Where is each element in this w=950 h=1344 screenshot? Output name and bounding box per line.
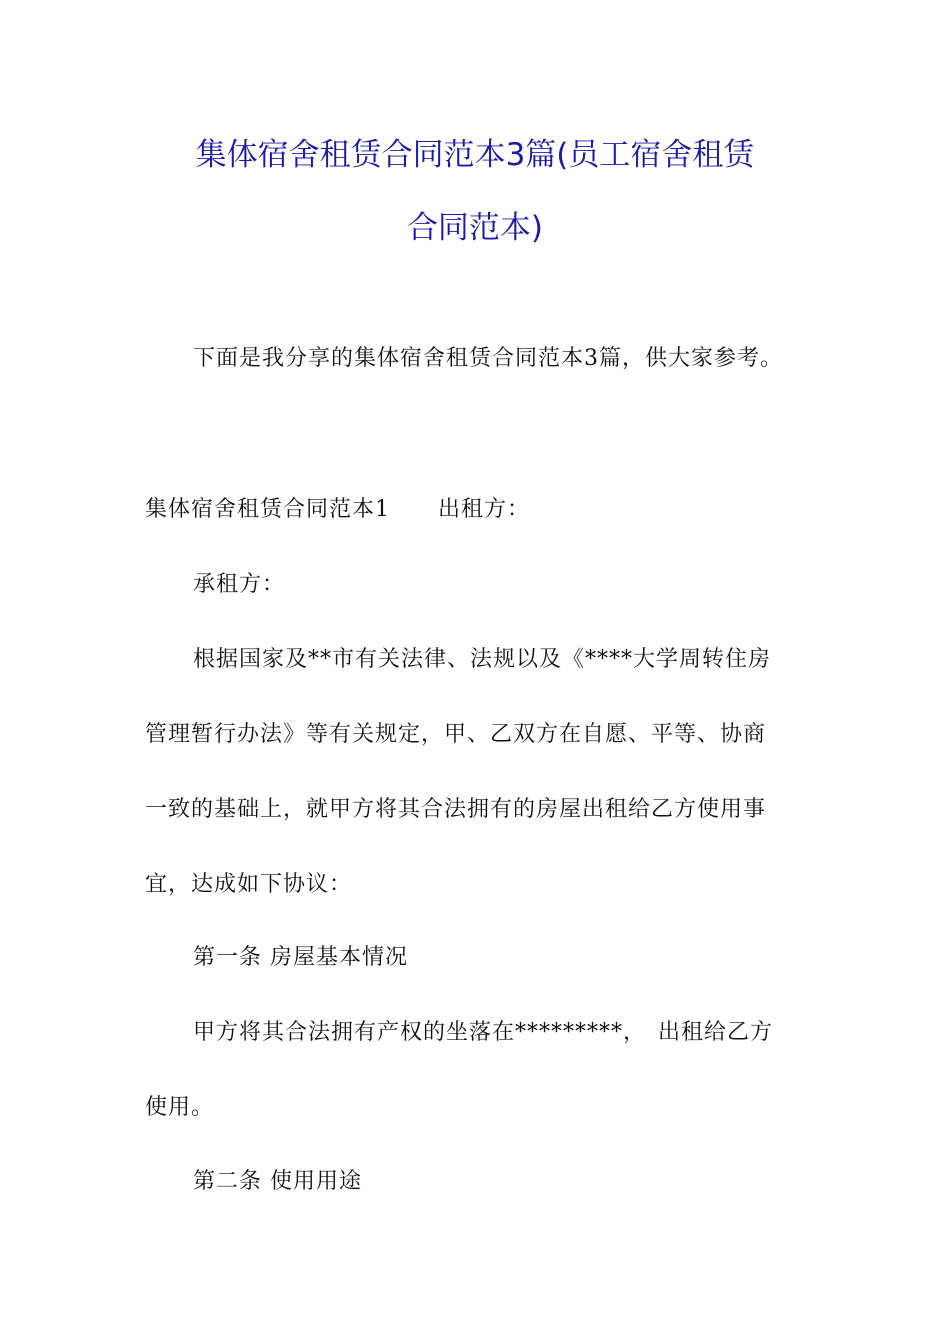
paragraph-line: 管理暂行办法》等有关规定，甲、乙双方在自愿、平等、协商 xyxy=(145,722,767,747)
article1-line: 使用。 xyxy=(145,1095,215,1120)
section1-heading: 集体宿舍租赁合同范本1 xyxy=(145,497,390,522)
article1-title: 第一条 房屋基本情况 xyxy=(193,945,408,970)
paragraph-line: 一致的基础上，就甲方将其合法拥有的房屋出租给乙方使用事 xyxy=(145,797,767,822)
document-title-line-2: 合同范本) xyxy=(406,210,544,246)
lessee-label: 承租方： xyxy=(193,572,286,597)
section1-heading-row xyxy=(145,495,530,525)
lessor-label: 出租方： xyxy=(438,497,531,522)
paragraph-line: 宜，达成如下协议： xyxy=(145,872,353,897)
paragraph-line: 根据国家及**市有关法律、法规以及《****大学周转住房 xyxy=(193,647,772,672)
document-title-line-1: 集体宿舍租赁合同范本3篇(员工宿舍租赁 xyxy=(195,137,755,173)
article1-line: 甲方将其合法拥有产权的坐落在*********， 出租给乙方 xyxy=(193,1020,774,1045)
intro-paragraph: 下面是我分享的集体宿舍租赁合同范本3篇，供大家参考。 xyxy=(193,346,783,371)
article2-title: 第二条 使用用途 xyxy=(193,1169,362,1194)
